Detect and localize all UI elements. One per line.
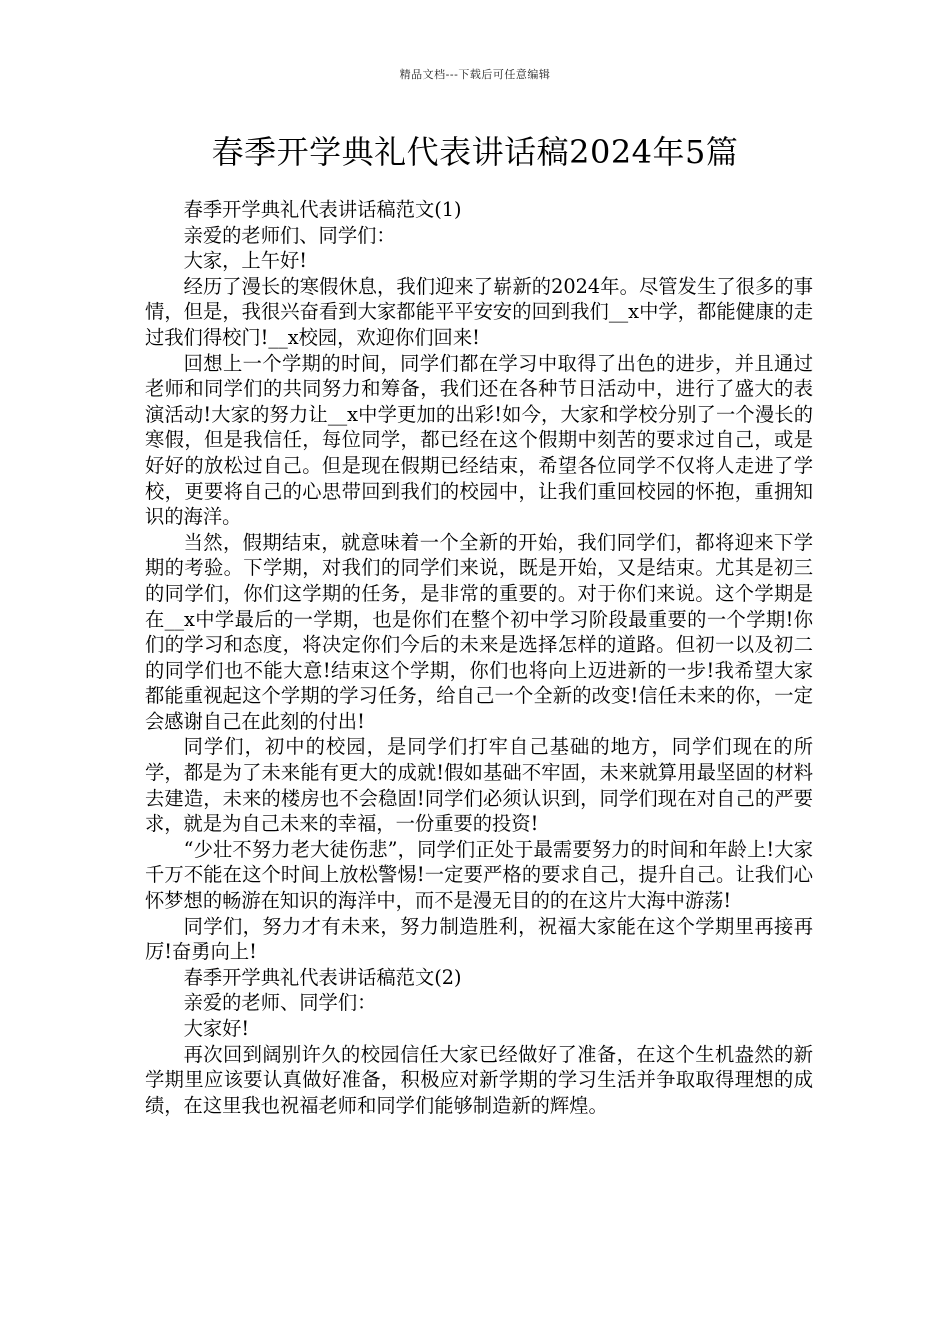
page-header: 精品文档---下载后可任意编辑 <box>399 68 551 81</box>
paragraph-section2-heading: 春季开学典礼代表讲话稿范文(2) <box>183 965 462 989</box>
paragraph-body: 同学们，初中的校园，是同学们打牢自己基础的地方，同学们现在的所学，都是为了未来能有更大的成就!假如基础不牢固，未来就算用最坚固的材料去建造，未来的楼房也不会稳固!同学们必须认识到，同学们现在对自己的严要求，就是为自己未来的幸福，一份重要的投资! <box>145 735 813 836</box>
paragraph-body: “少壮不努力老大徒伤悲”，同学们正处于最需要努力的时间和年龄上!大家千万不能在这个时间上放松警惕!一定要严格的要求自己，提升自己。让我们心怀梦想的畅游在知识的海洋中，而不是漫无目的的在这片大海中游荡! <box>145 837 813 913</box>
paragraph-salutation-2: 大家好! <box>183 1017 250 1040</box>
paragraph-body: 当然，假期结束，就意味着一个全新的开始，我们同学们，都将迎来下学期的考验。下学期，对我们的同学们来说，既是开始，又是结束。尤其是初三的同学们，你们这学期的任务，是非常的重要的。对于你们来说。这个学期是在__x中学最后的一学期，也是你们在整个初中学习阶段最重要的一个学期!你们的学习和态度，将决定你们今后的未来是选择怎样的道路。但初一以及初二的同学们也不能大意!结束这个学期，你们也将向上迈进新的一步!我希望大家都能重视起这个学期的学习任务，给自己一个全新的改变!信任未来的你，一定会感谢自己在此刻的付出! <box>145 530 813 733</box>
paragraph-body: 回想上一个学期的时间，同学们都在学习中取得了出色的进步，并且通过老师和同学们的共同努力和筹备，我们还在各种节日活动中，进行了盛大的表演活动!大家的努力让__x中学更加的出彩!如今，大家和学校分别了一个漫长的寒假，但是我信任，每位同学，都已经在这个假期中刻苦的要求过自己，或是好好的放松过自己。但是现在假期已经结束，希望各位同学不仅将人走进了学校，更要将自己的心思带回到我们的校园中，让我们重回校园的怀抱，重拥知识的海洋。 <box>145 351 813 529</box>
document-body <box>145 197 813 1118</box>
document-title: 春季开学典礼代表讲话稿2024年5篇 <box>211 133 739 171</box>
paragraph-salutation-1: 大家，上午好! <box>183 249 308 273</box>
paragraph-body: 经历了漫长的寒假休息，我们迎来了崭新的2024年。尽管发生了很多的事情，但是，我很兴奋看到大家都能平平安安的回到我们__x中学，都能健康的走过我们得校门!__x校园，欢迎你们回来! <box>145 274 813 349</box>
paragraph-body: 再次回到阔别许久的校园信任大家已经做好了准备，在这个生机盎然的新学期里应该要认真做好准备，积极应对新学期的学习生活并争取取得理想的成绩，在这里我也祝福老师和同学们能够制造新的辉煌。 <box>145 1042 813 1117</box>
paragraph-greeting-2: 亲爱的老师、同学们： <box>183 991 377 1015</box>
paragraph-section1-heading: 春季开学典礼代表讲话稿范文(1) <box>183 198 462 221</box>
paragraph-greeting-1: 亲爱的老师们、同学们： <box>183 223 396 247</box>
paragraph-body: 同学们，努力才有未来，努力制造胜利，祝福大家能在这个学期里再接再厉!奋勇向上! <box>145 914 813 964</box>
